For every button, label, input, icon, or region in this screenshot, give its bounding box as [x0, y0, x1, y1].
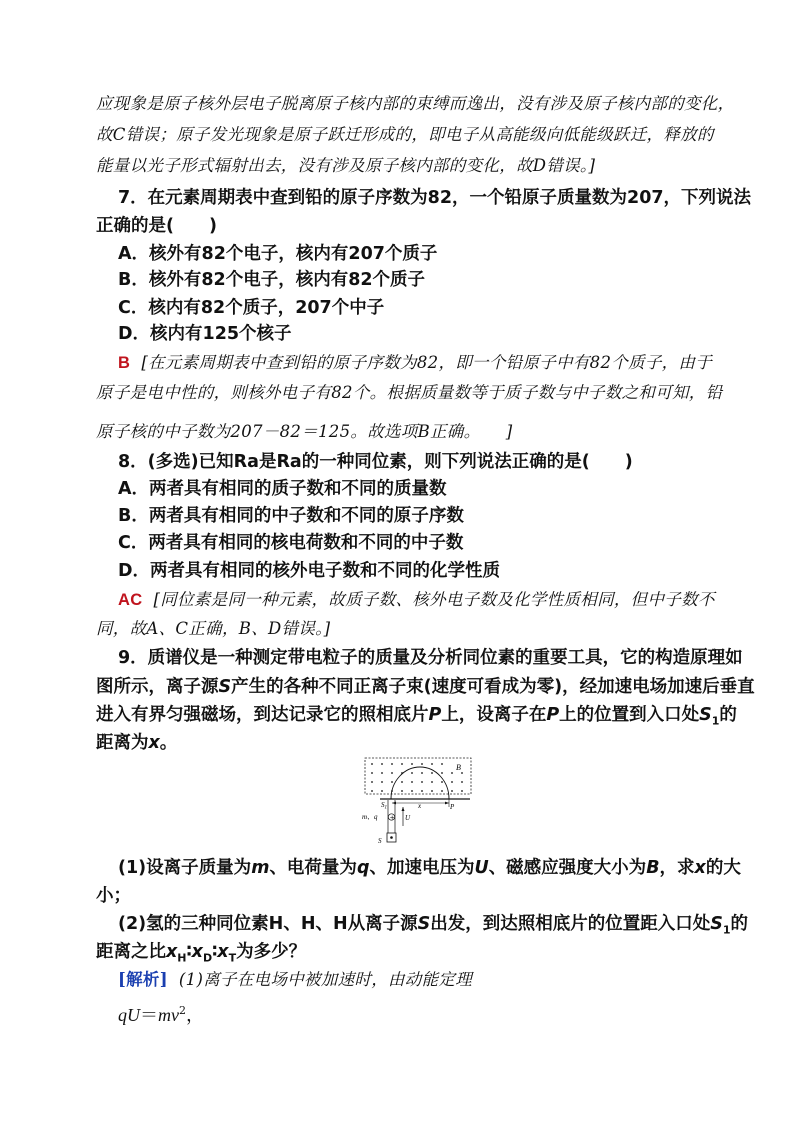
answer-letter: B	[118, 354, 131, 372]
field-dot	[451, 772, 453, 774]
field-dot	[431, 781, 433, 783]
mass-spectrometer-figure	[362, 756, 474, 854]
field-dot	[411, 772, 413, 774]
question-9-stem: 图所示，离子源S产生的各种不同正离子束(速度可看成为零)，经加速电场加速后垂直	[96, 677, 755, 697]
question-9-stem: 距离为x。	[96, 733, 178, 753]
question-9-stem: 9．质谱仪是一种测定带电粒子的质量及分析同位素的重要工具，它的构造原理如	[118, 648, 743, 668]
field-dot	[461, 790, 463, 792]
option-c: C．核内有82个质子，207个中子	[118, 298, 385, 318]
question-9-part-1: 小；	[96, 886, 131, 906]
field-dot	[371, 763, 373, 765]
text-line: 能量以光子形式辐射出去，没有涉及原子核内部的变化，故D错误。]	[96, 156, 596, 175]
label-u: U	[405, 814, 411, 822]
question-9-stem: 进入有界匀强磁场，到达记录它的照相底片P上，设离子在P上的位置到入口处$S_1$的	[96, 705, 737, 728]
field-dot	[431, 790, 433, 792]
field-dot	[431, 772, 433, 774]
analysis-label: [解析]	[118, 970, 168, 989]
option-a: A．核外有82个电子，核内有207个质子	[118, 244, 438, 264]
text-line: 应现象是原子核外层电子脱离原子核内部的束缚而逸出，没有涉及原子核内部的变化，	[96, 94, 735, 113]
label-s1: $S_1$	[381, 801, 387, 811]
solution-line: [解析] (1)离子在电场中被加速时，由动能定理	[118, 970, 472, 989]
option-d: D．两者具有相同的核外电子数和不同的化学性质	[118, 561, 501, 581]
question-8-stem: 8．(多选)已知Ra是Ra的一种同位素，则下列说法正确的是( )	[118, 452, 633, 472]
field-dot	[451, 781, 453, 783]
question-9-part-1: (1)设离子质量为m、电荷量为q、加速电压为U、磁感应强度大小为B，求x的大	[118, 858, 741, 878]
field-dot	[441, 790, 443, 792]
field-dot	[421, 790, 423, 792]
arrow-head-right	[445, 802, 449, 805]
field-dot	[381, 781, 383, 783]
field-dot	[441, 772, 443, 774]
option-c: C．两者具有相同的核电荷数和不同的中子数	[118, 533, 464, 553]
field-dot	[421, 772, 423, 774]
field-dot	[411, 763, 413, 765]
explanation-line: 同，故A、C正确，B、D错误。]	[96, 619, 331, 638]
field-dot	[371, 790, 373, 792]
label-p: P	[450, 803, 455, 811]
question-9-part-2: (2)氢的三种同位素H、H、H从离子源S出发，到达照相底片的位置距入口处$S_1$的	[118, 914, 748, 937]
field-dot	[381, 772, 383, 774]
field-dot	[431, 763, 433, 765]
option-b: B．两者具有相同的中子数和不同的原子序数	[118, 506, 464, 526]
question-7-stem: 7．在元素周期表中查到铅的原子序数为82，一个铅原子质量数为207，下列说法	[118, 188, 752, 208]
field-dot	[391, 772, 393, 774]
field-dot	[461, 772, 463, 774]
field-dot	[371, 781, 373, 783]
field-dot	[391, 781, 393, 783]
field-dot	[401, 763, 403, 765]
text-line: 故C错误；原子发光现象是原子跃迁形成的，即电子从高能级向低能级跃迁，释放的	[96, 125, 714, 144]
field-dot	[411, 781, 413, 783]
explanation-line: AC [同位素是同一种元素，故质子数、核外电子数及化学性质相同，但中子数不	[118, 590, 715, 609]
option-d: D．核内有125个核子	[118, 324, 292, 344]
field-dot	[371, 772, 373, 774]
option-b: B．核外有82个电子，核内有82个质子	[118, 270, 426, 290]
field-dot	[461, 781, 463, 783]
arrow-head-left	[392, 802, 396, 805]
svg-text:+: +	[389, 814, 395, 822]
field-dot	[391, 763, 393, 765]
explanation-line: B [在元素周期表中查到铅的原子序数为82，即一个铅原子中有82个质子，由于	[118, 353, 713, 372]
label-b: B	[456, 763, 461, 772]
label-s: S	[378, 837, 382, 845]
voltage-arrow-head	[402, 807, 405, 811]
label-x: x	[418, 802, 422, 810]
field-dot	[441, 781, 443, 783]
field-dot	[421, 781, 423, 783]
field-dot	[401, 781, 403, 783]
label-mq: m、q	[362, 813, 378, 821]
ion-source-point	[390, 836, 393, 839]
option-a: A．两者具有相同的质子数和不同的质量数	[118, 479, 447, 499]
field-dot	[451, 790, 453, 792]
field-dot	[411, 790, 413, 792]
field-dot	[381, 790, 383, 792]
field-dot	[441, 763, 443, 765]
field-dot	[401, 790, 403, 792]
equation: $qU=mv^2$，	[118, 1004, 204, 1026]
explanation-line: 原子核的中子数为207－82＝125。故选项B正确。 ]	[96, 422, 513, 441]
explanation-line: 原子是电中性的，则核外电子有82个。根据质量数等于质子数与中子数之和可知，铅	[96, 383, 723, 402]
question-9-part-2: 距离之比$x_H∶x_D∶x_T$为多少？	[96, 942, 307, 965]
field-dot	[421, 763, 423, 765]
answer-letter: AC	[118, 591, 143, 609]
question-7-stem: 正确的是( )	[96, 216, 217, 236]
field-dot	[381, 763, 383, 765]
